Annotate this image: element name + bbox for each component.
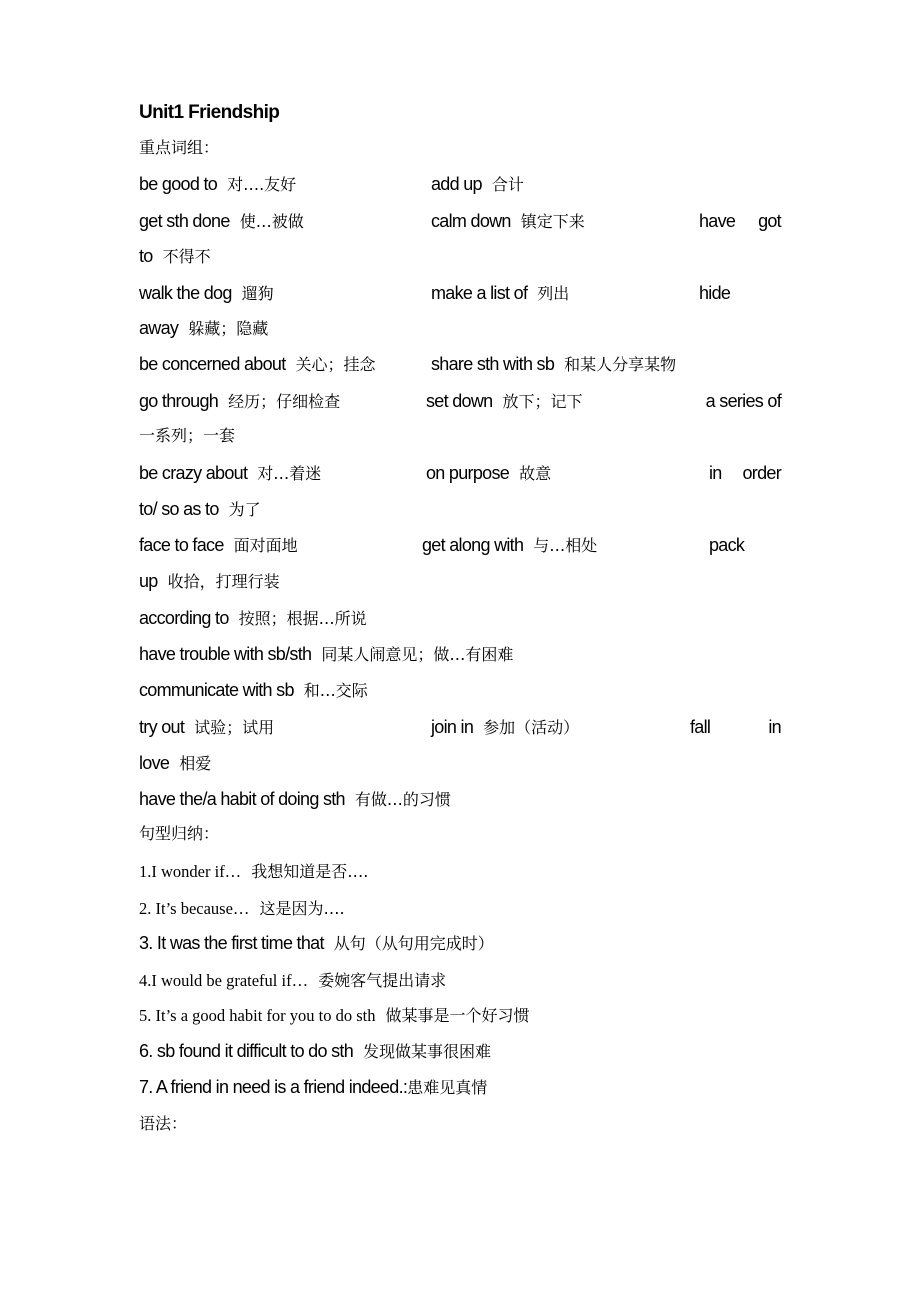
phrase-row	[139, 712, 781, 742]
phrase-en: face to face	[139, 535, 224, 555]
phrase-row	[139, 603, 781, 633]
phrase-en-part3: to	[139, 246, 153, 266]
phrase-en: make a list of	[431, 283, 528, 303]
phrase-row	[139, 169, 781, 199]
phrase-zh: 和…交际	[303, 681, 368, 700]
phrase-en: walk the dog	[139, 283, 232, 303]
phrase-row	[139, 349, 781, 379]
phrase-row-wrap	[139, 313, 781, 343]
phrase-en-part2: away	[139, 318, 179, 338]
phrase-zh: 合计	[491, 175, 524, 194]
sentence-item	[139, 856, 781, 886]
sentence-en: 1.I wonder if…	[139, 862, 242, 881]
phrase-zh: 同某人闹意见；做…有困难	[321, 645, 514, 664]
phrase-zh: 为了	[228, 500, 261, 519]
phrase-zh: 收拾，打理行装	[167, 572, 280, 591]
phrase-zh: 关心；挂念	[295, 355, 376, 374]
phrase-row	[139, 386, 781, 416]
phrase-zh: 故意	[519, 464, 552, 483]
sentence-item	[139, 1072, 781, 1102]
phrase-en-part1: pack	[709, 535, 745, 555]
sentence-en: 2. It’s because…	[139, 899, 250, 918]
sentence-item	[139, 1000, 781, 1030]
phrase-en-part1: fall	[690, 717, 711, 737]
phrase-en: have the/a habit of doing sth	[139, 789, 345, 809]
phrase-row-wrap	[139, 241, 781, 271]
phrase-en-part2: got	[758, 211, 781, 231]
phrase-en-part2: in	[768, 717, 781, 737]
phrase-en: be crazy about	[139, 463, 248, 483]
phrase-row	[139, 278, 781, 308]
sentence-en: 7. A friend in need is a friend indeed.:	[139, 1077, 408, 1097]
phrase-en: according to	[139, 608, 229, 628]
phrase-zh: 按照；根据…所说	[238, 609, 367, 628]
phrase-row-wrap	[139, 421, 781, 451]
phrase-row	[139, 784, 781, 814]
sentence-zh: 这是因为….	[259, 899, 345, 918]
phrase-en: get along with	[422, 535, 524, 555]
section-heading-grammar: 语法：	[139, 1114, 188, 1133]
phrase-en-part2: order	[742, 463, 781, 483]
sentence-item	[139, 893, 781, 923]
phrase-en: communicate with sb	[139, 680, 294, 700]
phrase-zh: 对…着迷	[257, 464, 322, 483]
phrase-zh: 相爱	[179, 754, 212, 773]
phrase-zh: 面对面地	[233, 536, 298, 555]
phrase-zh: 有做…的习惯	[354, 790, 451, 809]
sentence-en: 6. sb found it difficult to do sth	[139, 1041, 354, 1061]
phrase-zh: 一系列；一套	[139, 426, 236, 445]
phrase-en: a series of	[705, 391, 781, 411]
phrase-en: have trouble with sb/sth	[139, 644, 312, 664]
phrase-en: get sth done	[139, 211, 230, 231]
phrase-row-wrap	[139, 748, 781, 778]
sentence-en: 5. It’s a good habit for you to do sth	[139, 1006, 376, 1025]
phrase-zh: 经历；仔细检查	[228, 392, 341, 411]
phrase-en: set down	[426, 391, 493, 411]
phrase-row-wrap	[139, 566, 781, 596]
phrase-en-part1: hide	[699, 283, 731, 303]
phrase-zh: 试验；试用	[194, 718, 275, 737]
phrase-en: on purpose	[426, 463, 510, 483]
phrase-en: be good to	[139, 174, 218, 194]
phrase-en: be concerned about	[139, 354, 286, 374]
phrase-en: calm down	[431, 211, 511, 231]
phrase-zh: 和某人分享某物	[564, 355, 677, 374]
phrase-en: go through	[139, 391, 219, 411]
phrase-en: add up	[431, 174, 482, 194]
phrase-row	[139, 458, 781, 488]
phrase-zh: 参加（活动）	[483, 718, 580, 737]
phrase-en-part1: have	[699, 211, 736, 231]
phrase-row	[139, 639, 781, 669]
phrase-zh: 不得不	[162, 247, 211, 266]
phrase-zh: 列出	[537, 284, 570, 303]
phrase-zh: 遛狗	[241, 284, 274, 303]
phrase-row	[139, 530, 781, 560]
phrase-row	[139, 206, 781, 236]
sentence-zh: 从句（从句用完成时）	[333, 934, 494, 953]
phrase-row	[139, 675, 781, 705]
phrase-zh: 镇定下来	[520, 212, 585, 231]
section-heading-phrases: 重点词组：	[139, 138, 220, 157]
sentence-zh: 做某事是一个好习惯	[385, 1006, 530, 1025]
phrase-en: join in	[431, 717, 474, 737]
sentence-en: 3. It was the first time that	[139, 933, 324, 953]
sentence-zh: 我想知道是否….	[251, 862, 369, 881]
sentence-zh: 委婉客气提出请求	[318, 971, 447, 990]
sentence-item	[139, 928, 781, 958]
phrase-en: try out	[139, 717, 185, 737]
phrase-en-part2: up	[139, 571, 158, 591]
sentence-zh: 患难见真情	[407, 1078, 488, 1097]
phrase-zh: 对….友好	[227, 175, 297, 194]
sentence-zh: 发现做某事很困难	[363, 1042, 492, 1061]
phrase-zh: 躲藏；隐藏	[188, 319, 269, 338]
sentence-item	[139, 1036, 781, 1066]
phrase-zh: 使…被做	[239, 212, 304, 231]
phrase-row-wrap	[139, 494, 781, 524]
phrase-zh: 与…相处	[533, 536, 598, 555]
phrase-en: share sth with sb	[431, 354, 555, 374]
sentence-item	[139, 965, 781, 995]
phrase-en-part1: in	[709, 463, 722, 483]
phrase-en-part3: to/ so as to	[139, 499, 219, 519]
section-heading-sentences: 句型归纳：	[139, 824, 220, 843]
phrase-zh: 放下；记下	[502, 392, 583, 411]
phrase-en-part3: love	[139, 753, 170, 773]
doc-title: Unit1 Friendship	[139, 102, 280, 123]
sentence-en: 4.I would be grateful if…	[139, 971, 309, 990]
